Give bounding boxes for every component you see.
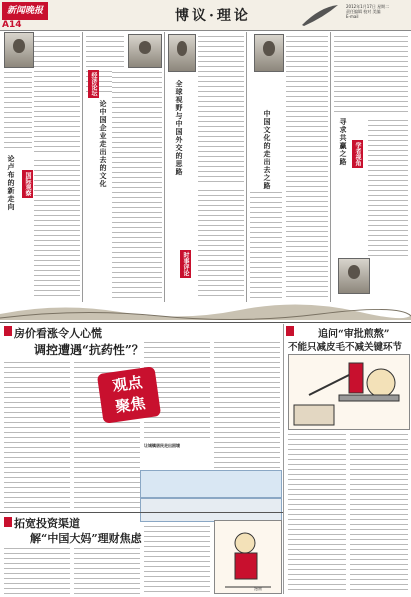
meta-line: 责任编辑 校对 美编	[346, 9, 381, 14]
header-meta	[346, 4, 410, 28]
left-headline: 房价看涨令人心慌	[14, 327, 102, 340]
article-text	[368, 118, 408, 258]
column-rule	[283, 324, 284, 594]
article-text	[34, 158, 80, 298]
viewpoint-stamp	[97, 366, 161, 424]
article-title: 寻求共赢之路	[339, 118, 348, 166]
stamp-text: 观点	[111, 373, 144, 396]
column-rule	[330, 32, 331, 302]
article-text	[4, 70, 32, 150]
section-divider	[0, 512, 283, 513]
headline-bullet-icon	[4, 326, 12, 336]
section-tag: 学者视角	[354, 142, 361, 166]
right-headline: 追问“审批煎熬”	[318, 329, 390, 340]
left-subheadline: 调控遭遇“抗药性”？	[34, 343, 144, 357]
section-tag: 国际观察	[24, 172, 31, 196]
section-tag: 经济论坛	[90, 72, 97, 96]
article-text	[34, 34, 80, 154]
section-divider	[0, 322, 411, 323]
column-rule	[164, 32, 165, 302]
article-text	[350, 432, 408, 592]
article-text	[198, 34, 244, 184]
article-text	[334, 34, 408, 114]
author-portrait	[128, 34, 162, 68]
author-portrait	[4, 32, 34, 68]
article-text	[4, 360, 70, 510]
section-tag: 时事评论	[182, 252, 189, 276]
bottom-subheadline: 解“中国大妈”理财焦虑	[30, 532, 142, 545]
article-title: 全球视野与中国外交的思路	[175, 80, 184, 176]
column-rule	[82, 32, 83, 302]
article-text	[288, 432, 346, 592]
article-text	[286, 34, 328, 298]
page-label: A14	[2, 20, 22, 30]
article-text	[74, 546, 140, 594]
article-title: 论中国企业走出去的文化	[99, 100, 108, 188]
meta-line: 2012年1月17日 星期二	[346, 4, 390, 9]
headline-bullet-icon	[286, 326, 294, 336]
column-rule	[246, 32, 247, 302]
right-subheadline: 不能只减皮毛不减关键环节	[288, 342, 403, 353]
article-text	[112, 70, 162, 298]
author-portrait	[338, 258, 370, 294]
article-title: 中国文化的走出去之路	[263, 110, 272, 190]
article-text	[214, 340, 280, 468]
author-portrait	[254, 34, 284, 72]
article-text	[198, 188, 244, 298]
subhead: 让城镇居民走出困境	[144, 443, 180, 448]
article-title: 论卢布的新走向	[7, 155, 16, 211]
header-feather-icon	[300, 3, 340, 27]
headline-bullet-icon	[4, 517, 12, 527]
decorative-wave	[0, 300, 411, 320]
highlight-box	[140, 498, 282, 522]
stamp-text: 聚焦	[114, 393, 147, 416]
article-text	[144, 524, 210, 594]
editorial-cartoon	[214, 520, 282, 594]
logo: 新闻晚报	[2, 2, 48, 20]
article-text	[4, 546, 70, 594]
cartoon-credit: 漫画	[254, 586, 262, 591]
highlight-box	[140, 470, 282, 498]
section-title: 博议·理论	[175, 8, 251, 24]
author-portrait	[168, 34, 196, 72]
editorial-cartoon	[288, 354, 410, 430]
bottom-headline: 拓宽投资渠道	[14, 517, 80, 530]
article-text	[250, 190, 282, 298]
meta-line: E-mail	[346, 14, 359, 19]
